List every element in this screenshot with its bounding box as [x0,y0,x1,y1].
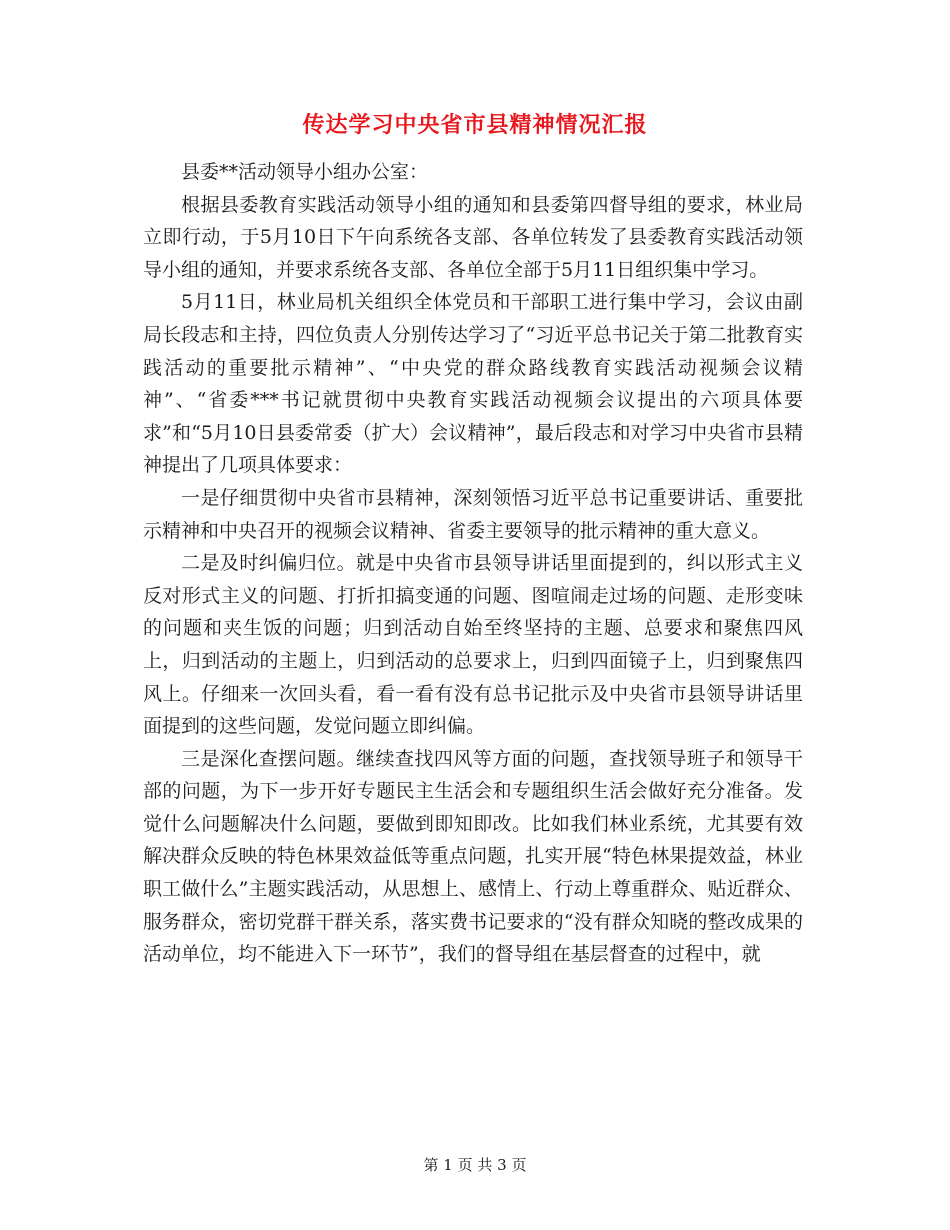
page-number-footer: 第 1 页 共 3 页 [423,1156,527,1174]
paragraph-notice: 根据县委教育实践活动领导小组的通知和县委第四督导组的要求，林业局立即行动，于5月10日下午向系统各支部、各单位转发了县委教育实践活动领导小组的通知，并要求系统各支部、各单位全部于5月11日组织集中学习。 [143,193,803,281]
salutation: 县委**活动领导小组办公室： [181,161,429,183]
paragraph-requirement-two: 二是及时纠偏归位。就是中央省市县领导讲话里面提到的，纠以形式主义反对形式主义的问题、打折扣搞变通的问题、图喧闹走过场的问题、走形变味的问题和夹生饭的问题；归到活动自始至终坚持的主题、总要求和聚焦四风上，归到活动的主题上，归到活动的总要求上，归到四面镜子上，归到聚焦四风上。仔细来一次回头看，看一看有没有总书记批示及中央省市县领导讲话里面提到的这些问题，发觉问题立即纠偏。 [143,552,803,738]
paragraph-requirement-one: 一是仔细贯彻中央省市县精神，深刻领悟习近平总书记重要讲话、重要批示精神和中央召开的视频会议精神、省委主要领导的批示精神的重大意义。 [143,486,803,542]
paragraph-requirement-three: 三是深化查摆问题。继续查找四风等方面的问题，查找领导班子和领导干部的问题，为下一步开好专题民主生活会和专题组织生活会做好充分准备。发觉什么问题解决什么问题，要做到即知即改。比如我们林业系统，尤其要有效解决群众反映的特色林果效益低等重点问题，扎实开展“特色林果提效益，林业职工做什么”主题实践活动，从思想上、感情上、行动上尊重群众、贴近群众、服务群众，密切党群干群关系，落实费书记要求的“没有群众知晓的整改成果的活动单位，均不能进入下一环节”，我们的督导组在基层督查的过程中，就 [143,747,803,966]
paragraph-meeting: 5月11日，林业局机关组织全体党员和干部职工进行集中学习，会议由副局长段志和主持，四位负责人分别传达学习了“习近平总书记关于第二批教育实践活动的重要批示精神”、“中央党的群众路线教育实践活动视频会议精神”、“省委***书记就贯彻中央教育实践活动视频会议提出的六项具体要求”和“5月10日县委常委（扩大）会议精神”，最后段志和对学习中央省市县精神提出了几项具体要求： [143,291,803,477]
document-title: 传达学习中央省市县精神情况汇报 [302,112,648,138]
document-body [143,156,803,971]
